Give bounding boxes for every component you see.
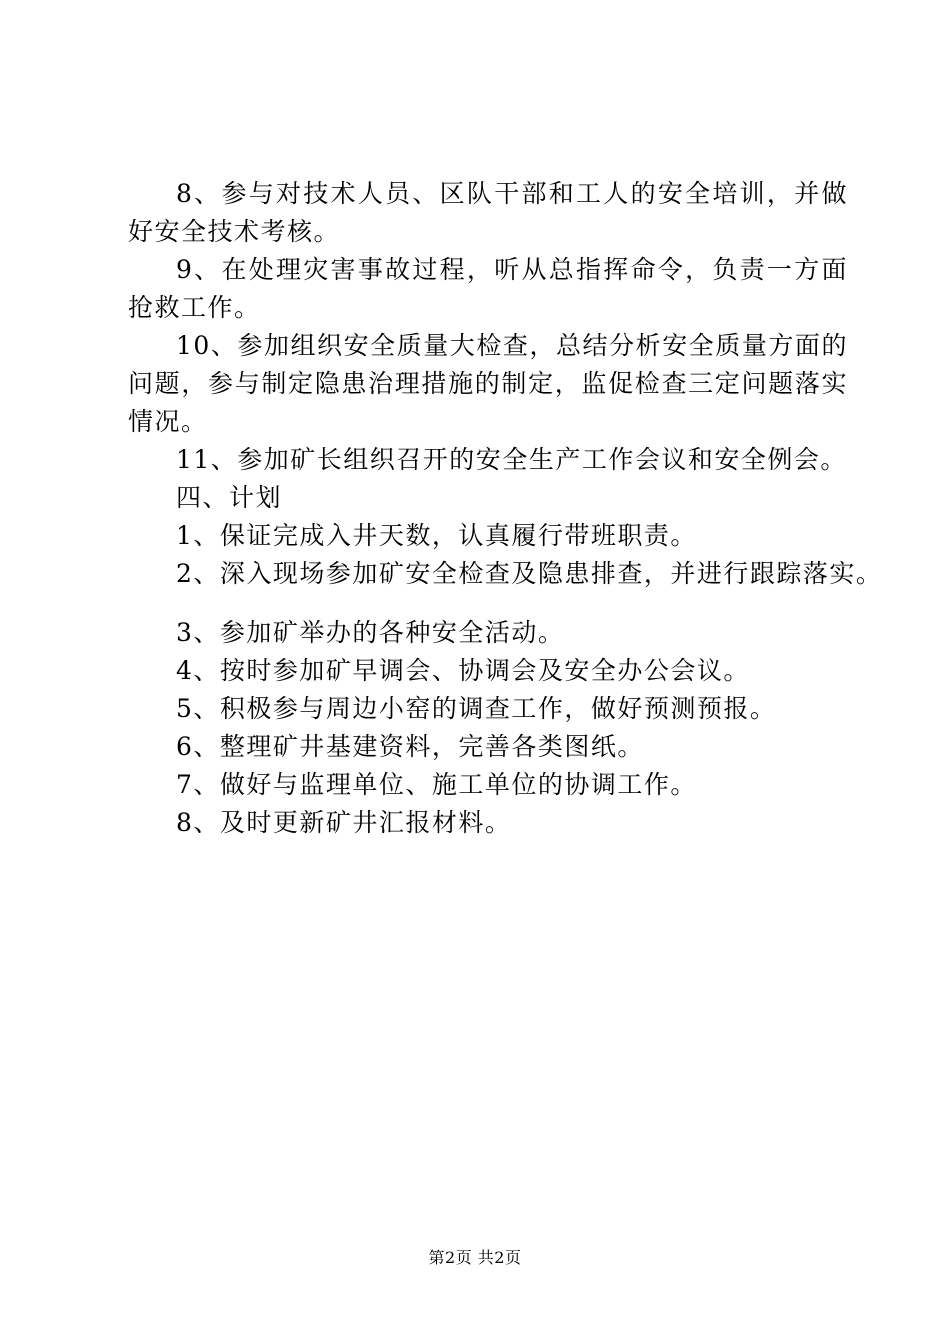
plan-item-4: 4、按时参加矿早调会、协调会及安全办公会议。 <box>176 656 750 685</box>
section-heading-plan: 四、计划 <box>176 483 283 512</box>
plan-item-6: 6、整理矿井基建资料，完善各类图纸。 <box>176 732 644 761</box>
paragraph-item-10: 10、参加组织安全质量大检查，总结分析安全质量方面的问题，参与制定隐患治理措施的制定，监促检查三定问题落实情况。 <box>128 331 848 436</box>
plan-item-2: 2、深入现场参加矿安全检查及隐患排查，并进行跟踪落实。 <box>176 559 883 588</box>
paragraph-item-9: 9、在处理灾害事故过程，听从总指挥命令，负责一方面抢救工作。 <box>128 255 848 322</box>
document-body <box>128 175 883 842</box>
plan-item-3: 3、参加矿举办的各种安全活动。 <box>176 618 565 647</box>
plan-item-7: 7、做好与监理单位、施工单位的协调工作。 <box>176 770 697 799</box>
paragraph-item-11: 11、参加矿长组织召开的安全生产工作会议和安全例会。 <box>176 445 847 474</box>
blank-line <box>128 593 848 614</box>
plan-item-5: 5、积极参与周边小窑的调查工作，做好预测预报。 <box>176 694 777 723</box>
paragraph-item-8: 8、参与对技术人员、区队干部和工人的安全培训，并做好安全技术考核。 <box>128 179 848 246</box>
plan-item-8: 8、及时更新矿井汇报材料。 <box>176 808 512 837</box>
page-number-footer: 第2页 共2页 <box>428 1248 522 1267</box>
plan-item-1: 1、保证完成入井天数，认真履行带班职责。 <box>176 521 697 550</box>
